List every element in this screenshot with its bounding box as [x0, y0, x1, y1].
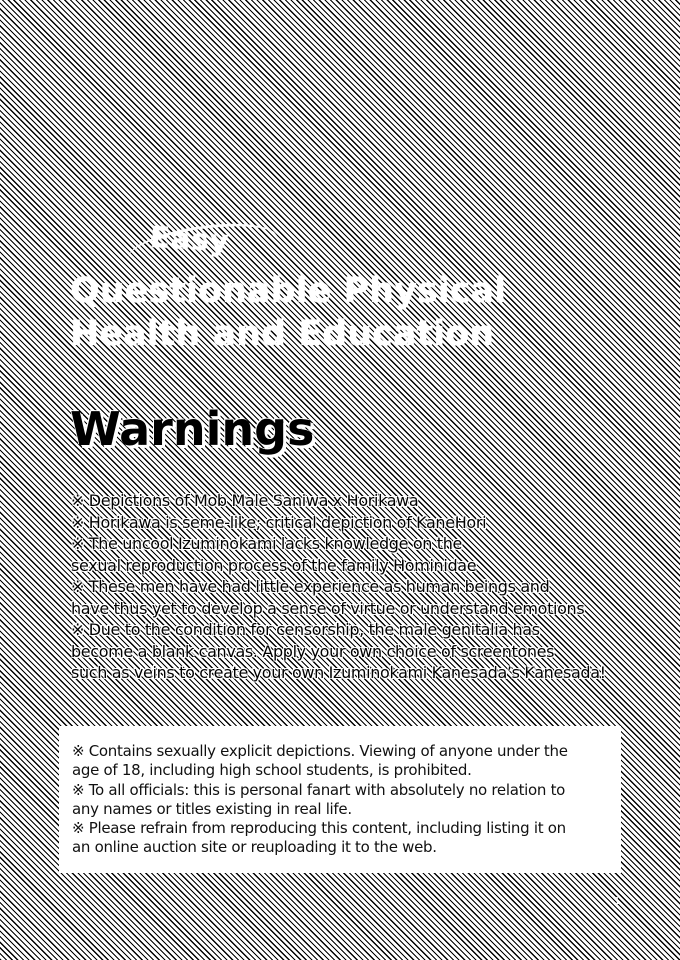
- notice-line: ※ To all officials: this is personal fanart with absolutely no relation to: [72, 780, 566, 799]
- warning-line: ※ Due to the condition for censorship, the male genitalia has: [71, 620, 540, 639]
- warning-line: ※ Depictions of Mob Male Saniwa x Horikawa: [71, 491, 419, 510]
- warning-line: have thus yet to develop a sense of virtue or understand emotions: [71, 598, 585, 618]
- warnings-heading: Warnings: [70, 402, 315, 456]
- legal-notice-box: [59, 726, 621, 873]
- book-title-line-1: Questionable Physical: [70, 271, 507, 311]
- warning-line: ※ These men have had little experience as human beings and: [71, 577, 550, 596]
- warning-line: ※ The uncool Izuminokami lacks knowledge on the: [71, 534, 463, 553]
- notice-line: ※ Contains sexually explicit depictions. Viewing of anyone under the: [72, 742, 568, 760]
- notice-line: ※ Please refrain from reproducing this content, including listing it on: [72, 819, 566, 838]
- notice-line: any names or titles existing in real life.: [72, 799, 352, 818]
- legal-notice-list: [72, 742, 609, 858]
- book-title: [70, 270, 630, 356]
- notice-line: age of 18, including high school students, is prohibited.: [72, 761, 472, 780]
- book-title-line-2: Health and Education: [70, 314, 495, 354]
- notice-line: an online auction site or reuploading it to the web.: [72, 838, 437, 857]
- warning-line: such as veins to create your own Izuminokami Kanesada’s Kanesada!: [71, 663, 606, 682]
- warning-line: ※ Horikawa is seme-like; critical depiction of KaneHori: [71, 512, 487, 532]
- warning-line: become a blank canvas. Apply your own choice of screentones: [71, 641, 555, 661]
- warning-line: sexual reproduction process of the family Hominidae: [71, 555, 477, 575]
- page-number: 1: [614, 896, 621, 907]
- easy-label: Easy: [149, 219, 231, 259]
- warnings-list: [71, 490, 671, 684]
